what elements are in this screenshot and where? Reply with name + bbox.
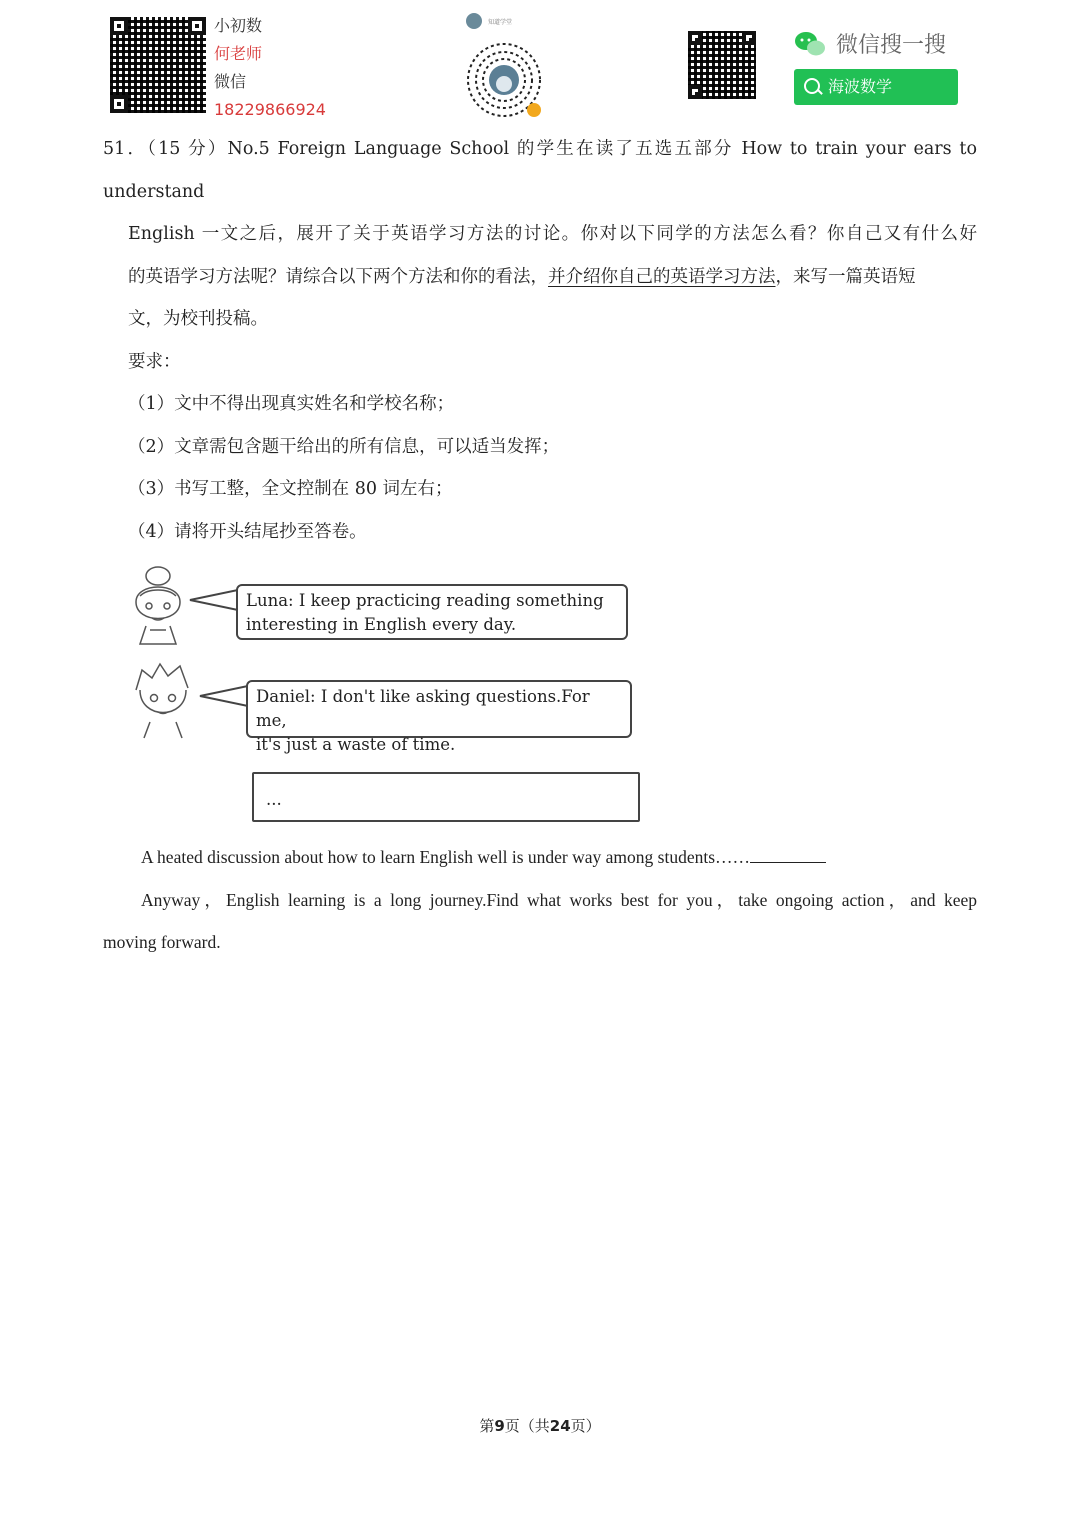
- requirements-label: 要求：: [128, 351, 181, 372]
- luna-bubble-tail: [188, 588, 238, 612]
- contact-line-3: 微信: [214, 72, 247, 91]
- contact-line-2: 何老师: [214, 44, 263, 63]
- wechat-logo-icon: [794, 30, 826, 58]
- page-header: [0, 0, 1080, 125]
- daniel-bubble-tail: [198, 684, 248, 708]
- requirement-item-3: （3）书写工整，全文控制在 80 词左右；: [128, 479, 453, 499]
- mini-program-label: 知道学堂: [488, 19, 513, 26]
- requirement-item-1: （1）文中不得出现真实姓名和学校名称；: [128, 394, 455, 414]
- wechat-search-query: 海波数学: [828, 77, 893, 96]
- daniel-line-2: it's just a waste of time.: [256, 735, 456, 754]
- contact-line-1: 小初数: [214, 16, 263, 35]
- page-prefix: 第: [479, 1417, 495, 1435]
- boy-avatar-icon: [130, 660, 196, 742]
- qr-code-wechat: [688, 31, 756, 99]
- opening-text: A heated discussion about how to learn English well is under way among students……: [141, 847, 751, 867]
- question-line-3-post: ，来写一篇英语短: [775, 266, 916, 287]
- answer-blank[interactable]: [750, 842, 826, 863]
- luna-speech-bubble: [236, 584, 628, 640]
- contact-phone: 18229866924: [214, 100, 326, 119]
- question-line-3-pre: 的英语学习方法呢？请综合以下两个方法和你的看法，: [128, 266, 548, 287]
- page-mid: 页（共: [504, 1417, 550, 1435]
- ellipsis-text: ...: [266, 790, 282, 809]
- question-line-1: 51．（15 分）No.5 Foreign Language School 的学生在读了五选五部分 How to train your ears to understand: [103, 139, 977, 202]
- question-line-4: 文，为校刊投稿。: [128, 309, 268, 329]
- question-underlined-instruction: 并介绍你自己的英语学习方法: [548, 266, 776, 287]
- search-icon: [804, 78, 820, 94]
- luna-line-2: interesting in English every day.: [246, 615, 517, 634]
- writing-frame: [103, 836, 977, 964]
- luna-line-1: Luna: I keep practicing reading something: [246, 591, 604, 610]
- daniel-line-1: Daniel: I don't like asking questions.For me,: [256, 687, 590, 730]
- mini-program-avatar: [466, 13, 482, 29]
- girl-avatar-icon: [128, 564, 190, 656]
- qr-code-contact: [110, 17, 206, 113]
- ellipsis-box: [252, 772, 640, 822]
- dialogue-figure: [128, 560, 648, 830]
- daniel-speech-bubble: [246, 680, 632, 754]
- question-line-3: [103, 256, 977, 299]
- contact-info: [214, 12, 326, 124]
- page-number: 9: [494, 1417, 505, 1435]
- mini-program-code-icon: [464, 40, 544, 120]
- wechat-search-box[interactable]: [794, 69, 958, 105]
- requirement-item-4: （4）请将开头结尾抄至答卷。: [128, 521, 367, 542]
- page-suffix: 页）: [570, 1417, 601, 1435]
- page-footer: [0, 1415, 1080, 1436]
- ending-line-2: moving forward.: [103, 932, 221, 952]
- question-body: [103, 128, 977, 553]
- wechat-search-title: 微信搜一搜: [836, 33, 947, 58]
- opening-line: [103, 836, 977, 879]
- page-total: 24: [549, 1417, 571, 1435]
- requirement-item-2: （2）文章需包含题干给出的所有信息，可以适当发挥；: [128, 436, 560, 457]
- ending-line-1: Anyway，English learning is a long journey.Find what works best for you，take ongoing action，and keep: [141, 889, 977, 910]
- question-line-2: English 一文之后，展开了关于英语学习方法的讨论。你对以下同学的方法怎么看？你自己又有什么好: [128, 224, 977, 244]
